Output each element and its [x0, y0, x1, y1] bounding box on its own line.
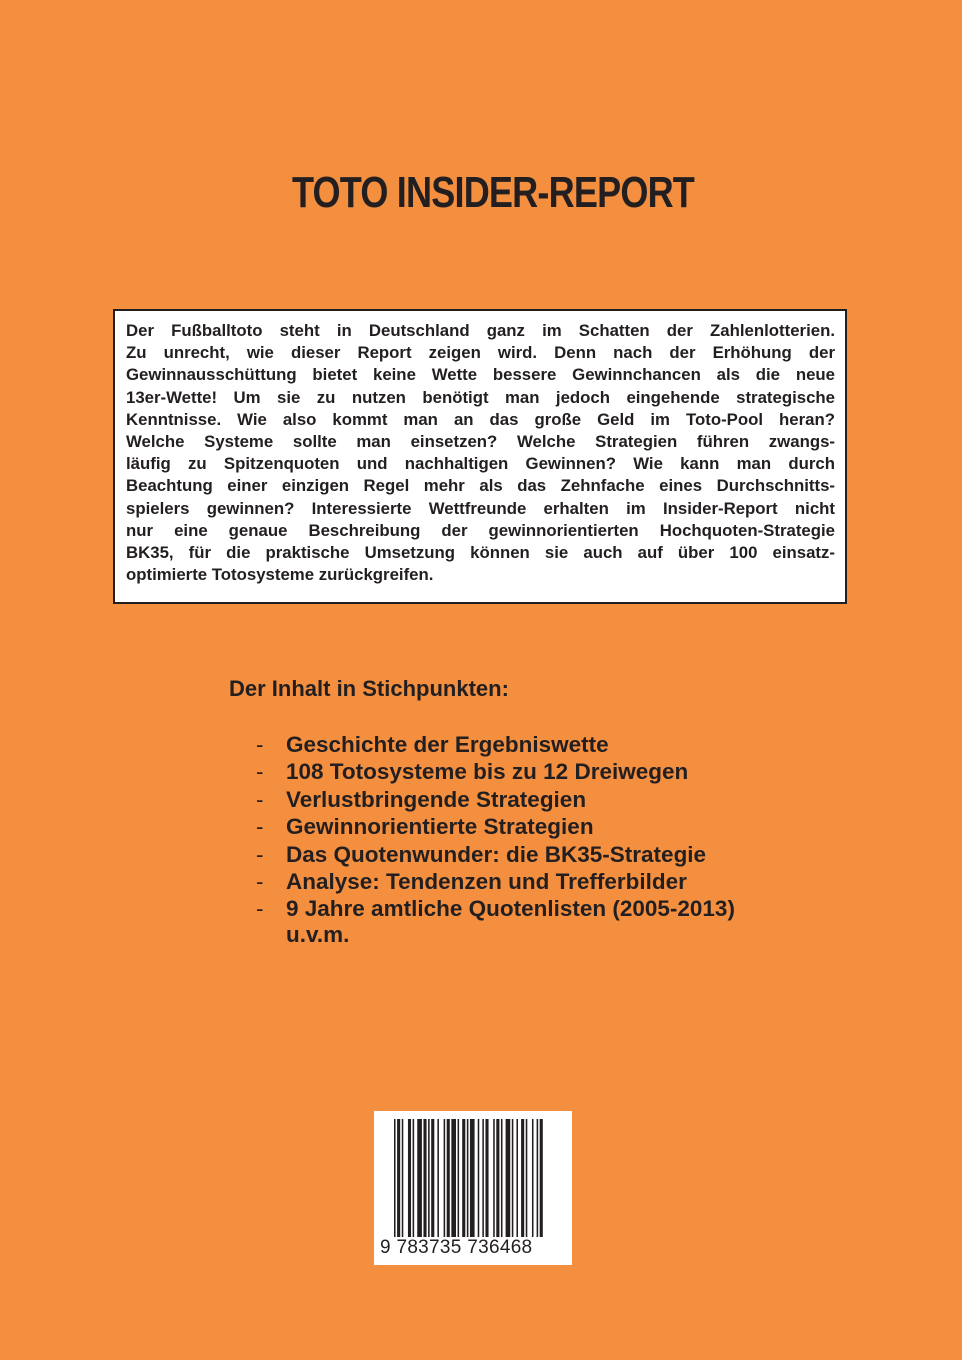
isbn-number: 9 783735 736468	[380, 1237, 533, 1258]
description-line: optimierte Totosysteme zurückgreifen.	[126, 565, 434, 585]
barcode-bar	[521, 1119, 524, 1237]
description-line: spielers gewinnen? Interessierte Wettfreunde erhalten im Insider-Report nicht	[126, 498, 835, 518]
bullet-dash: -	[256, 814, 264, 840]
barcode-bar	[447, 1119, 450, 1237]
description-line: nur eine genaue Beschreibung der gewinnorientierten Hochquoten-Strategie	[126, 520, 835, 540]
description-line: BK35, für die praktische Umsetzung können sie auch auf über 100 einsatz-	[126, 542, 835, 562]
bullet-dash: -	[256, 759, 264, 785]
barcode-bar	[537, 1119, 539, 1237]
bullet-dash: -	[256, 869, 264, 895]
description-line: Der Fußballtoto steht in Deutschland ganz im Schatten der Zahlenlotterien.	[126, 321, 835, 340]
contents-item	[256, 786, 735, 813]
barcode-bar	[417, 1119, 422, 1237]
bullet-dash: -	[256, 896, 264, 922]
barcode-bar	[423, 1119, 426, 1237]
description-line: 13er-Wette! Um sie zu nutzen benötigt man jedoch eingehende strategische	[126, 387, 835, 407]
contents-item-label: Analyse: Tendenzen und Trefferbilder	[286, 869, 687, 895]
contents-item	[256, 841, 735, 868]
barcode-bar	[482, 1119, 484, 1237]
barcode-bar	[451, 1119, 456, 1237]
description-line: Welche Systeme sollte man einsetzen? Welche Strategien führen zwangs-	[126, 431, 835, 451]
barcode-bar	[444, 1119, 446, 1237]
book-title: TOTO INSIDER-REPORT	[291, 168, 695, 217]
barcode-bar	[478, 1119, 480, 1237]
contents-item	[256, 868, 735, 895]
barcode-bar	[512, 1119, 514, 1237]
barcode-bar	[501, 1119, 503, 1237]
contents-item-label: Das Quotenwunder: die BK35-Strategie	[286, 841, 707, 867]
contents-item	[256, 758, 735, 785]
barcode-bar	[431, 1119, 434, 1237]
description-line: Kenntnisse. Wie also kommt man an das große Geld im Toto-Pool heran?	[126, 409, 835, 429]
barcode-bar	[516, 1119, 518, 1237]
barcode-icon	[374, 1111, 572, 1241]
contents-list	[256, 731, 735, 923]
contents-item-label: Gewinnorientierte Strategien	[286, 814, 594, 840]
barcode-bar	[394, 1119, 396, 1237]
barcode-bar	[470, 1119, 475, 1237]
contents-item-label: 108 Totosysteme bis zu 12 Dreiwegen	[286, 759, 689, 785]
isbn-barcode	[374, 1111, 572, 1265]
barcode-bar	[532, 1119, 534, 1237]
barcode-bar	[496, 1119, 499, 1237]
description-line: Gewinnausschüttung bietet keine Wette bessere Gewinnchancen als die neue	[126, 365, 835, 385]
barcode-bar	[526, 1119, 528, 1237]
contents-item	[256, 731, 735, 758]
barcode-bar	[493, 1119, 495, 1237]
bullet-dash: -	[256, 786, 264, 812]
description-line: Beachtung einer einzigen Regel mehr als das Zehnfache eines Durchschnitts-	[126, 476, 835, 496]
barcode-bar	[413, 1119, 415, 1237]
bullet-dash: -	[256, 841, 264, 867]
barcode-bar	[408, 1119, 411, 1237]
contents-item-label: Geschichte der Ergebniswette	[286, 732, 609, 757]
barcode-bar	[428, 1119, 430, 1237]
barcode-bar	[402, 1119, 404, 1237]
bullet-dash: -	[256, 732, 264, 757]
barcode-bar	[467, 1119, 469, 1237]
barcode-bar	[540, 1119, 543, 1237]
barcode-bar	[485, 1119, 488, 1237]
contents-item	[256, 895, 735, 922]
contents-heading: Der Inhalt in Stichpunkten:	[229, 676, 509, 701]
barcode-bar	[458, 1119, 460, 1237]
description-line: Zu unrecht, wie dieser Report zeigen wird. Denn nach der Erhöhung der	[126, 343, 835, 363]
description-line: läufig zu Spitzenquoten und nachhaltigen Gewinnen? Wie kann man durch	[126, 454, 835, 474]
contents-item-label: Verlustbringende Strategien	[286, 786, 587, 812]
barcode-bar	[397, 1119, 400, 1237]
contents-item	[256, 813, 735, 840]
barcode-bar	[437, 1119, 439, 1237]
barcode-bar	[462, 1119, 465, 1237]
description-box	[113, 309, 847, 604]
barcode-bar	[506, 1119, 511, 1237]
contents-more: u.v.m.	[286, 922, 350, 947]
contents-item-label: 9 Jahre amtliche Quotenlisten (2005-2013)	[286, 896, 735, 922]
